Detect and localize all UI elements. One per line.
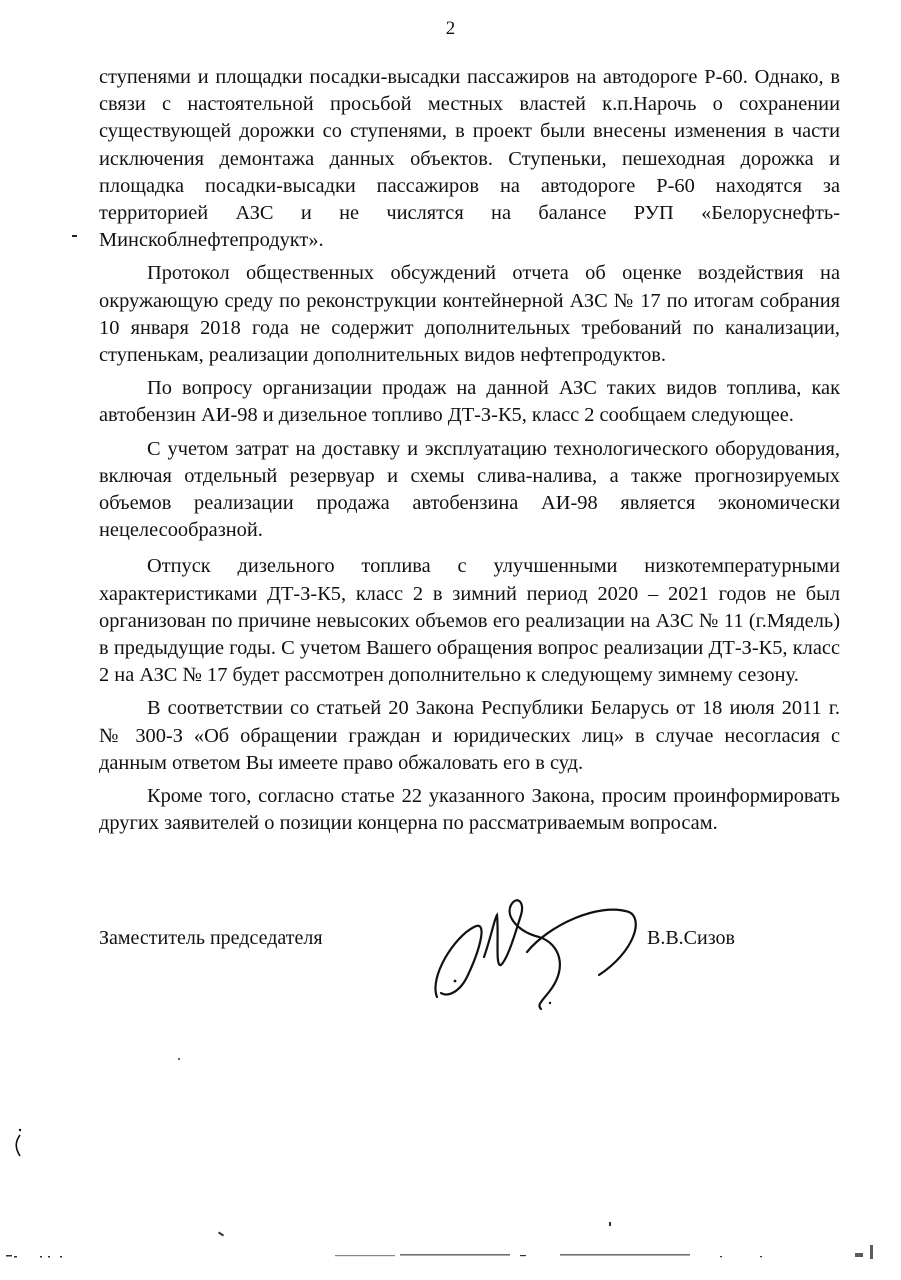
signatory-title: Заместитель председателя — [99, 927, 323, 949]
paragraph-protocol: Протокол общественных обсуждений отчета об оценке воздействия на окружающую среду по реконструкции контейнерной АЗС № 17 по итогам собрания 10 января 2018 года не содержит дополнительных требований по канализации, ступенькам, реализации дополнительных видов нефтепродуктов. — [99, 262, 840, 367]
scan-edge-noise — [0, 1245, 901, 1265]
paragraph-continuation: ступенями и площадки посадки-высадки пассажиров на автодороге Р-60. Однако, в связи с настоятельной просьбой местных властей к.п.Нарочь о сохранении существующей дорожки со ступенями, в проект были внесены изменения в части исключения демонтажа данных объектов. Ступеньки, пешеходная дорожка и площадка посадки-высадки пассажиров на автодороге Р-60 находятся за территорией АЗС и не числятся на балансе РУП «Белоруснефть-Минскоблнефтепродукт». — [99, 66, 840, 252]
signatory-name: В.В.Сизов — [647, 927, 735, 949]
letter-body — [99, 64, 840, 843]
paragraph-diesel: Отпуск дизельного топлива с улучшенными низкотемпературными характеристиками ДТ-З-К5, класс 2 в зимний период 2020 – 2021 годов не был организован по причине невысоких объемов его реализации на АЗС № 11 (г.Мядель) в предыдущие годы. С учетом Вашего обращения вопрос реализации ДТ-З-К5, класс 2 на АЗС № 17 будет рассмотрен дополнительно к следующему зимнему сезону. — [99, 555, 840, 687]
paragraph-costs: С учетом затрат на доставку и эксплуатацию технологического оборудования, включая отдельный резервуар и схемы слива-налива, а также прогнозируемых объемов реализации продажа автобензина АИ-98 является экономически нецелесообразной. — [99, 437, 840, 542]
paragraph-legal-right: В соответствии со статьей 20 Закона Республики Беларусь от 18 июля 2011 г. № 300-З «Об обращении граждан и юридических лиц» в случае несогласия с данным ответом Вы имеете право обжаловать его в суд. — [99, 697, 840, 774]
scan-speck — [609, 1222, 611, 1226]
scan-speck — [178, 1058, 180, 1060]
paragraph-inform: Кроме того, согласно статье 22 указанного Закона, просим проинформировать других заявителей о позиции концерна по рассматриваемым вопросам. — [99, 785, 840, 835]
paragraph-fuel-question: По вопросу организации продаж на данной АЗС таких видов топлива, как автобензин АИ-98 и дизельное топливо ДТ-З-К5, класс 2 сообщаем следующее. — [99, 377, 840, 427]
handwritten-signature — [429, 897, 644, 1012]
signature-block — [99, 917, 840, 1017]
margin-mark — [72, 235, 77, 237]
scan-speck — [218, 1231, 224, 1236]
page-number: 2 — [445, 18, 456, 39]
margin-bracket-mark — [14, 1128, 24, 1158]
